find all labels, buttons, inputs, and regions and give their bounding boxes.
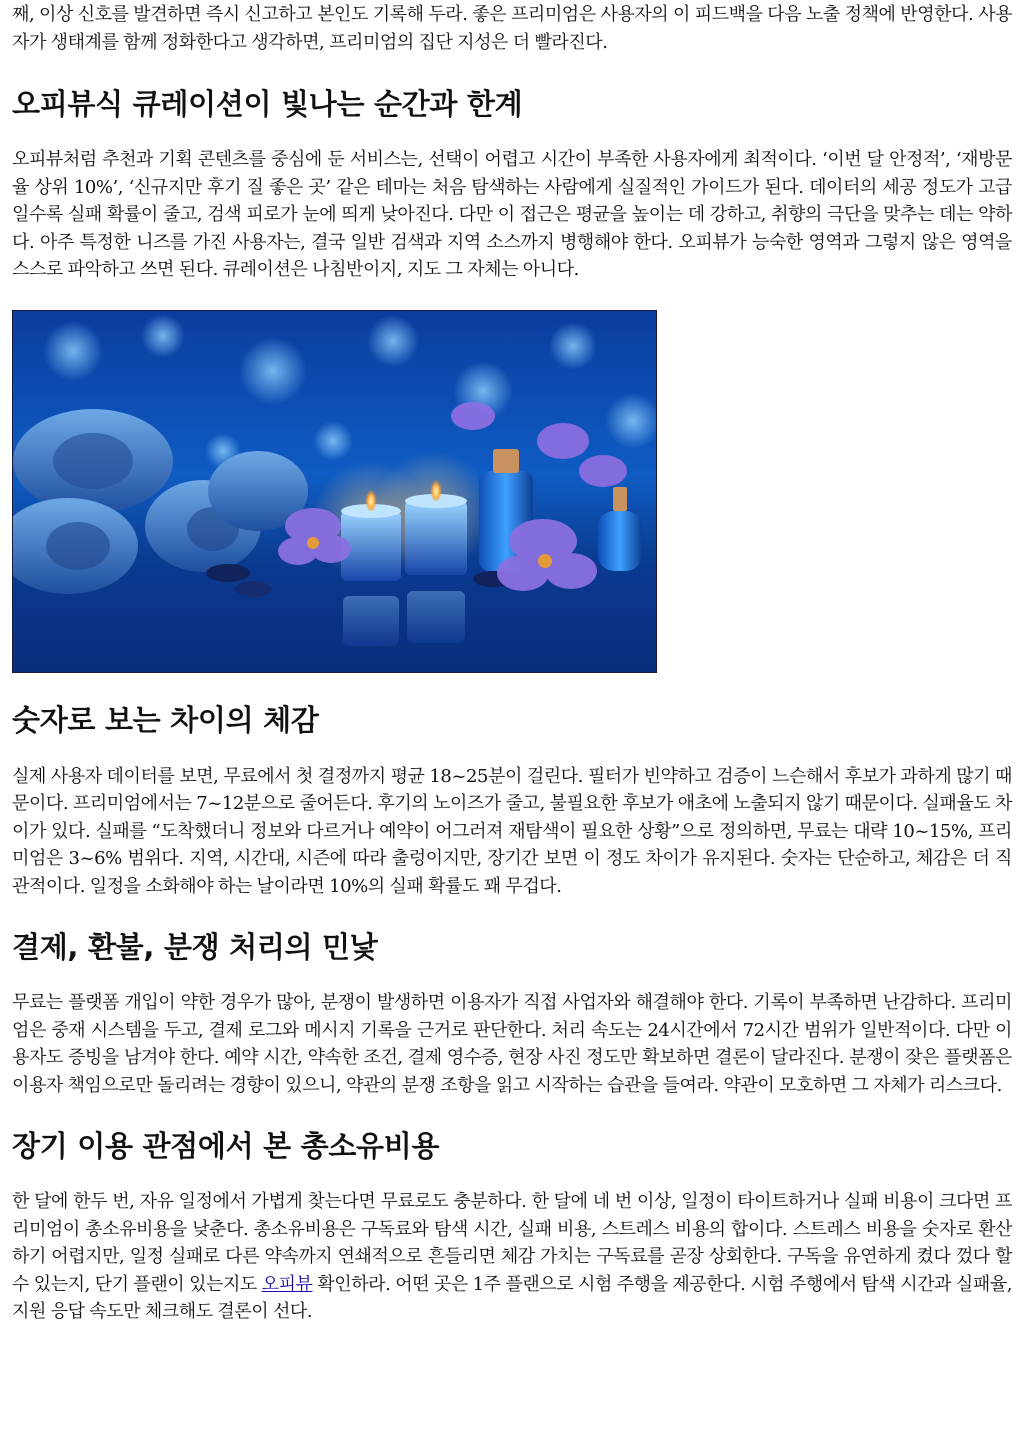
section-heading-curation: 오피뷰식 큐레이션이 빛나는 순간과 한계 <box>12 87 523 121</box>
section-paragraph-numbers: 실제 사용자 데이터를 보면, 무료에서 첫 결정까지 평균 18~25분이 걸린다. 필터가 빈약하고 검증이 느슨해서 후보가 과하게 많기 때문이다. 프리미엄에서는 7~12분으로 줄어든다. 후기의 노이즈가 줄고, 불필요한 후보가 애초에 노출되지 않기 때문이다. 실패율도 차이가 있다. 실패를 “도착했더니 정보와 다르거나 예약이 어그러져 재탐색이 필요한 상황”으로 정의하면, 무료는 대략 10~15%, 프리미엄은 3~6% 범위다. 지역, 시간대, 시즌에 따라 출렁이지만, 장기간 보면 이 정도 차이가 유지된다. 숫자는 단순하고, 체감은 더 직관적이다. 일정을 소화해야 하는 날이라면 10%의 실패 확률도 꽤 무겁다. <box>12 765 1012 897</box>
section-paragraph-curation: 오피뷰처럼 추천과 기획 콘텐츠를 중심에 둔 서비스는, 선택이 어렵고 시간이 부족한 사용자에게 최적이다. ‘이번 달 안정적’, ‘재방문율 상위 10%’, ‘신규지만 후기 질 좋은 곳’ 같은 테마는 처음 탐색하는 사람에게 실질적인 가이드가 된다. 데이터의 세공 정도가 고급일수록 실패 확률이 줄고, 검색 피로가 눈에 띄게 낮아진다. 다만 이 접근은 평균을 높이는 데 강하고, 취향의 극단을 맞추는 데는 약하다. 아주 특정한 니즈를 가진 사용자는, 결국 일반 검색과 지역 소스까지 병행해야 한다. 오피뷰가 능숙한 영역과 그렇지 않은 영역을 스스로 파악하고 쓰면 된다. 큐레이션은 나침반이지, 지도 그 자체는 아니다. <box>12 149 1012 280</box>
opview-link[interactable]: 오피뷰 <box>261 1273 313 1295</box>
section-paragraph-disputes: 무료는 플랫폼 개입이 약한 경우가 많아, 분쟁이 발생하면 이용자가 직접 사업자와 해결해야 한다. 기록이 부족하면 난감하다. 프리미엄은 중재 시스템을 두고, 결제 로그와 메시지 기록을 근거로 판단한다. 처리 속도는 24시간에서 72시간 범위가 일반적이다. 다만 이용자도 증빙을 남겨야 한다. 예약 시간, 약속한 조건, 결제 영수증, 현장 사진 정도만 확보하면 결론이 달라진다. 분쟁이 잦은 플랫폼은 이용자 책임으로만 돌리려는 경향이 있으니, 약관의 분쟁 조항을 읽고 시작하는 습관을 들여라. 약관이 모호하면 그 자체가 리스크다. <box>12 992 1012 1096</box>
section-paragraph-tco <box>12 1188 1012 1326</box>
section-heading-disputes: 결제, 환불, 분쟁 처리의 민낯 <box>12 930 378 964</box>
tco-text-after-link: 확인하라. 어떤 곳은 1주 플랜으로 시험 주행을 제공한다. 시험 주행에서 탐색 시간과 실패율, 지원 응답 속도만 체크해도 결론이 선다. <box>12 1273 1012 1322</box>
intro-paragraph: 째, 이상 신호를 발견하면 즉시 신고하고 본인도 기록해 두라. 좋은 프리미엄은 사용자의 이 피드백을 다음 노출 정책에 반영한다. 사용자가 생태계를 함께 정화한다고 생각하면, 프리미엄의 집단 지성은 더 빨라진다. <box>12 4 1012 53</box>
spa-photo-graphic <box>13 311 657 673</box>
section-heading-numbers: 숫자로 보는 차이의 체감 <box>12 702 319 737</box>
section-heading-tco: 장기 이용 관점에서 본 총소유비용 <box>12 1129 440 1163</box>
tco-text-before-link: 한 달에 한두 번, 자유 일정에서 가볍게 찾는다면 무료로도 충분하다. 한 달에 네 번 이상, 일정이 타이트하거나 실패 비용이 크다면 프리미엄이 총소유비용을 낮춘다. 총소유비용은 구독료와 탐색 시간, 실패 비용, 스트레스 비용의 합이다. 스트레스 비용을 숫자로 환산하기 어렵지만, 일정 실패로 다른 약속까지 연쇄적으로 흔들리면 체감 가치는 구독료를 곧장 상회한다. 구독을 유연하게 켰다 껐다 할 수 있는지, 단기 플랜이 있는지도 <box>12 1191 1012 1295</box>
spa-photo <box>12 310 657 673</box>
article-page <box>0 1 1024 1326</box>
